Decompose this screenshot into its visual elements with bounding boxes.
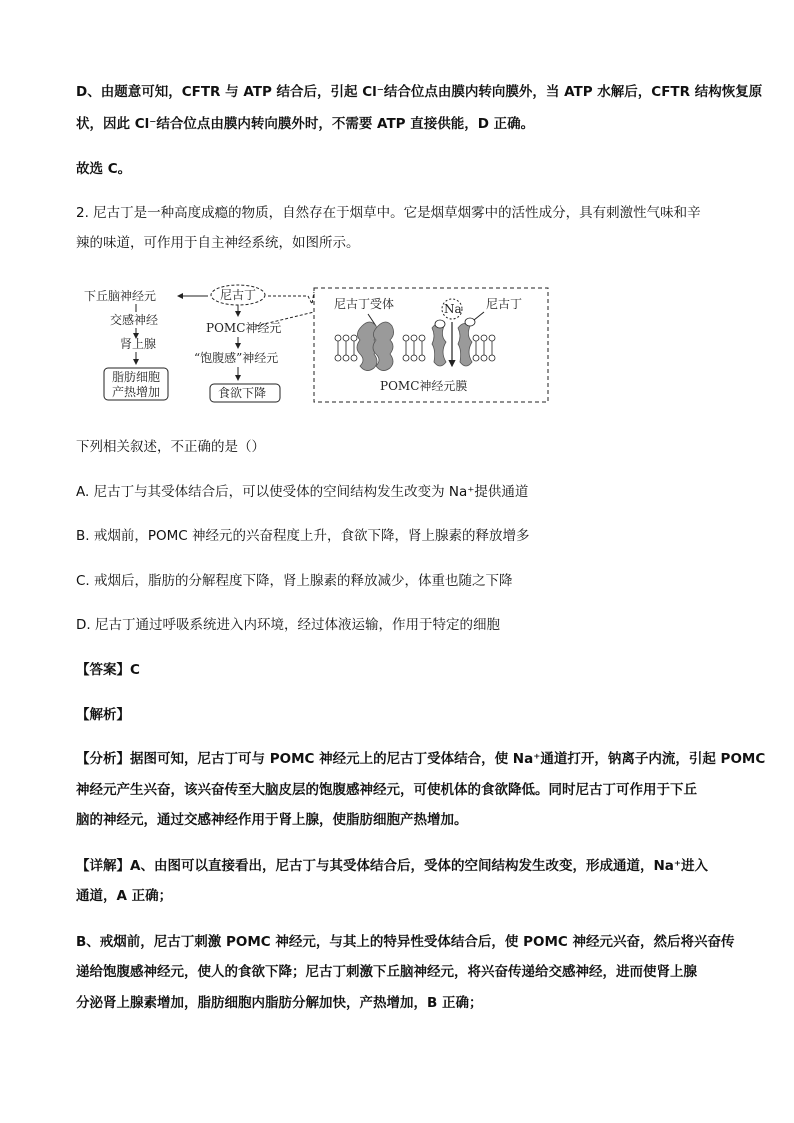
appetite-label: 食欲下降 bbox=[218, 386, 267, 400]
detail-text: 分泌肾上腺素增加，脂肪细胞内脂肪分解加快，产热增加，B 正确； bbox=[76, 995, 483, 1011]
option-c: C. 戒烟后，脂肪的分解程度下降，肾上腺素的释放减少，体重也随之下降 bbox=[76, 573, 513, 589]
pomc-label: POMC神经元 bbox=[206, 321, 282, 335]
open-channel-left bbox=[432, 323, 446, 366]
analysis-text: 脑的神经元，通过交感神经作用于肾上腺，使脂肪细胞产热增加。 bbox=[76, 812, 468, 828]
open-channel-right bbox=[458, 323, 472, 366]
question-stem: 2. 尼古丁是一种高度成瘾的物质，自然存在于烟草中。它是烟草烟雾中的活性成分，具有刺激性气味和辛 bbox=[76, 205, 701, 221]
option-b: B. 戒烟前，POMC 神经元的兴奋程度上升，食欲下降，肾上腺素的释放增多 bbox=[76, 528, 530, 544]
question-prompt: 下列相关叙述，不正确的是（） bbox=[76, 439, 265, 455]
fat-line2: 产热增加 bbox=[112, 385, 161, 399]
satiety-label: “饱腹感”神经元 bbox=[194, 351, 279, 365]
analysis-heading: 【解析】 bbox=[76, 707, 130, 723]
option-d: D. 尼古丁通过呼吸系统进入内环境，经过体液运输，作用于特定的细胞 bbox=[76, 617, 500, 633]
answer-label: 【答案】C bbox=[76, 662, 140, 678]
text-line: 状，因此 Cl⁻结合位点由膜内转向膜外时，不需要 ATP 直接供能，D 正确。 bbox=[76, 116, 535, 132]
detail-text: 递给饱腹感神经元，使人的食欲下降；尼古丁刺激下丘脑神经元，将兴奋传递给交感神经，进而使肾上腺 bbox=[76, 964, 697, 980]
analysis-text: 神经元产生兴奋，该兴奋传至大脑皮层的饱腹感神经元，可使机体的食欲降低。同时尼古丁可作用于下丘 bbox=[76, 782, 697, 798]
nicotine-right-label: 尼古丁 bbox=[486, 297, 523, 311]
detail-text: 【详解】A、由图可以直接看出，尼古丁与其受体结合后，受体的空间结构发生改变，形成通道，Na⁺进入 bbox=[76, 858, 708, 874]
option-a: A. 尼古丁与其受体结合后，可以使受体的空间结构发生改变为 Na⁺提供通道 bbox=[76, 484, 529, 500]
question-stem: 辣的味道，可作用于自主神经系统，如图所示。 bbox=[76, 235, 360, 251]
na-label: Na bbox=[444, 302, 462, 316]
sympathetic-label: 交感神经 bbox=[110, 313, 159, 327]
nicotine-pathway-diagram bbox=[76, 282, 552, 406]
detail-text: B、戒烟前，尼古丁刺激 POMC 神经元，与其上的特异性受体结合后，使 POMC 神经元兴奋，然后将兴奋传 bbox=[76, 934, 735, 950]
nicotine-label: 尼古丁 bbox=[220, 288, 257, 302]
analysis-text: 【分析】据图可知，尼古丁可与 POMC 神经元上的尼古丁受体结合，使 Na⁺通道打开，钠离子内流，引起 POMC bbox=[76, 751, 766, 767]
adrenal-label: 肾上腺 bbox=[120, 337, 157, 351]
fat-line1: 脂肪细胞 bbox=[112, 370, 161, 384]
hypothalamus-label: 下丘脑神经元 bbox=[84, 289, 157, 303]
text-line: D、由题意可知，CFTR 与 ATP 结合后，引起 Cl⁻结合位点由膜内转向膜外，当 ATP 水解后，CFTR 结构恢复原 bbox=[76, 84, 763, 100]
membrane-label: POMC神经元膜 bbox=[380, 379, 468, 393]
detail-text: 通道，A 正确； bbox=[76, 888, 173, 904]
receptor-label: 尼古丁受体 bbox=[334, 297, 395, 311]
text-line: 故选 C。 bbox=[76, 161, 132, 177]
